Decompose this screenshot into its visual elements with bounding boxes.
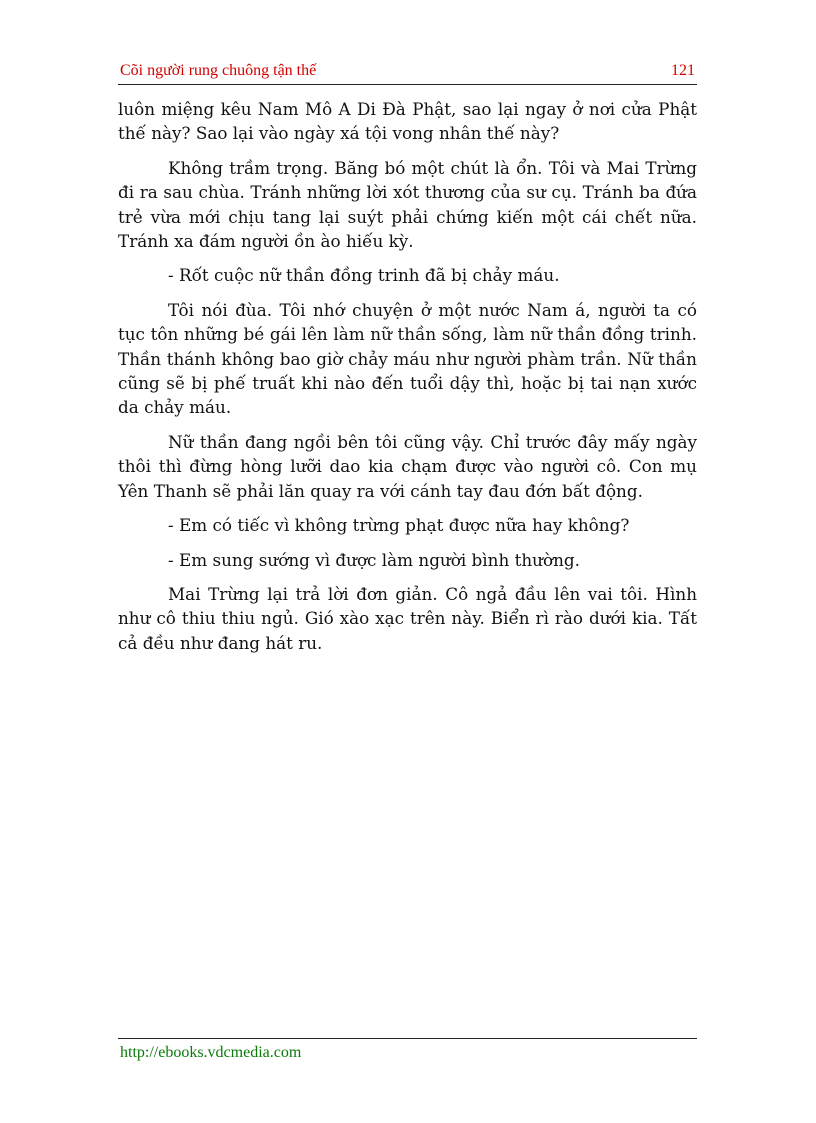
paragraph: Nữ thần đang ngồi bên tôi cũng vậy. Chỉ trước đây mấy ngày thôi thì đừng hòng lưỡi dao kia chạm được vào người cô. Con mụ Yên Thanh sẽ phải lăn quay ra với cánh tay đau đớn bất động. <box>118 431 697 501</box>
book-title: Cõi người rung chuông tận thế <box>120 62 317 79</box>
paragraph: - Em có tiếc vì không trừng phạt được nữa hay không? <box>168 515 630 536</box>
paragraph: Mai Trừng lại trả lời đơn giản. Cô ngả đầu lên vai tôi. Hình như cô thiu thiu ngủ. Gió xào xạc trên này. Biển rì rào dưới kia. Tất cả đều như đang hát ru. <box>118 583 697 653</box>
page-footer <box>118 1038 697 1062</box>
paragraph: Không trầm trọng. Băng bó một chút là ổn. Tôi và Mai Trừng đi ra sau chùa. Tránh những lời xót thương của sư cụ. Tránh ba đứa trẻ vừa mới chịu tang lại suýt phải chứng kiến một cái chết nữa. Tránh xa đám người ồn ào hiếu kỳ. <box>118 157 697 252</box>
page-number: 121 <box>671 62 695 79</box>
footer-url-link[interactable]: http://ebooks.vdcmedia.com <box>120 1044 302 1061</box>
body-text <box>118 97 697 665</box>
paragraph: - Rốt cuộc nữ thần đồng trinh đã bị chảy máu. <box>168 265 560 286</box>
paragraph: - Em sung sướng vì được làm người bình thường. <box>168 549 580 570</box>
page-header <box>118 60 697 85</box>
paragraph: Tôi nói đùa. Tôi nhớ chuyện ở một nước Nam á, người ta có tục tôn những bé gái lên làm nữ thần sống, làm nữ thần đồng trinh. Thần thánh không bao giờ chảy máu như người phàm trần. Nữ thần cũng sẽ bị phế truất khi nào đến tuổi dậy thì, hoặc bị tai nạn xước da chảy máu. <box>118 299 697 418</box>
paragraph: luôn miệng kêu Nam Mô A Di Đà Phật, sao lại ngay ở nơi cửa Phật thế này? Sao lại vào ngày xá tội vong nhân thế này? <box>118 99 697 144</box>
